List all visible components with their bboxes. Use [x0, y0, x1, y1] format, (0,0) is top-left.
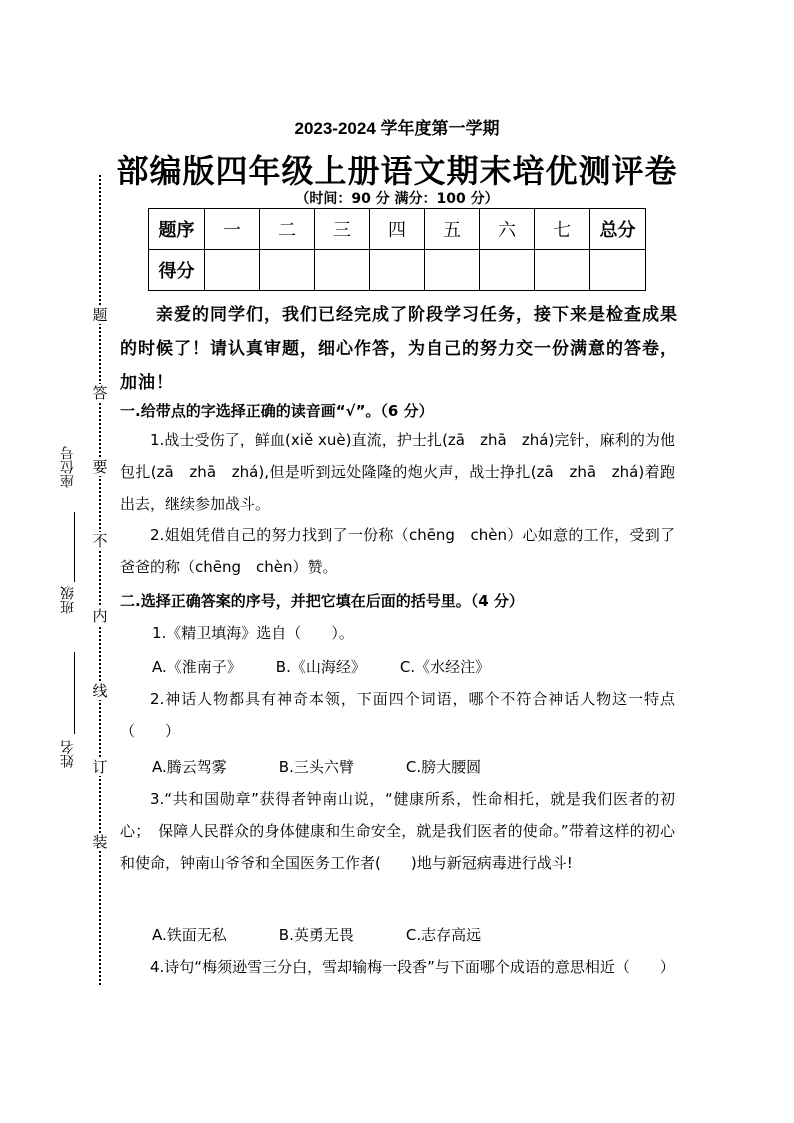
section-2-heading: 二.选择正确答案的序号，并把它填在后面的括号里。（4 分） [120, 592, 524, 610]
seat-number-label: 座位号 [60, 446, 76, 488]
score-cell[interactable] [425, 250, 480, 291]
score-table-header-row [149, 209, 646, 250]
score-col-2: 二 [260, 209, 315, 250]
binding-warning-char: 答 [92, 384, 108, 402]
binding-warning-char: 要 [92, 458, 108, 476]
section-2-question-3-options [152, 924, 515, 945]
exam-time-score: （时间：90 分 满分：100 分） [295, 191, 499, 207]
score-cell[interactable] [480, 250, 535, 291]
score-cell[interactable] [205, 250, 260, 291]
section-1-heading: 一.给带点的字选择正确的读音画“√”。（6 分） [120, 402, 434, 420]
section-2-question-2: 2.神话人物都具有神奇本领，下面四个词语，哪个不符合神话人物这一特点（ ） [120, 690, 675, 740]
score-cell[interactable] [260, 250, 315, 291]
option-a[interactable]: A.铁面无私 [152, 926, 227, 944]
score-cell[interactable] [590, 250, 646, 291]
binding-dotted-line [99, 175, 101, 985]
score-row-label: 得分 [149, 250, 205, 291]
score-col-3: 三 [315, 209, 370, 250]
section-1-question-1: 1.战士受伤了，鲜血(xiě xuè)直流，护士扎(zā zhā zhá)完针，麻利的为他包扎(zā zhā zhá),但是听到远处隆隆的炮火声，战士挣扎(zā zhā zhá)着跑出去，继续参加战斗。 [120, 431, 675, 513]
score-col-total: 总分 [590, 209, 646, 250]
section-1-question-2: 2.姐姐凭借自己的努力找到了一份称（chēng chèn）心如意的工作，受到了爸爸的称（chēng chèn）赞。 [120, 526, 675, 576]
class-underline[interactable] [74, 512, 75, 582]
option-a[interactable]: A.《淮南子》 [152, 658, 242, 676]
score-col-5: 五 [425, 209, 480, 250]
section-2-question-1: 1.《精卫填海》选自（ ）。 [152, 624, 354, 642]
score-cell[interactable] [315, 250, 370, 291]
section-2-question-1-options [152, 656, 524, 677]
school-year-heading: 2023-2024 学年度第一学期 [294, 119, 500, 138]
score-col-6: 六 [480, 209, 535, 250]
section-2-question-3: 3.“共和国勋章”获得者钟南山说，“健康所系，性命相托，就是我们医者的初心； 保障人民群众的身体健康和生命安全，就是我们医者的使命。”带着这样的初心和使命，钟南山爷爷和全国医务工作者( )地与新冠病毒进行战斗! [120, 790, 675, 872]
exam-title: 部编版四年级上册语文期末培优测评卷 [116, 152, 678, 190]
score-table [148, 208, 646, 291]
score-table-score-row [149, 250, 646, 291]
score-col-7: 七 [535, 209, 590, 250]
section-2-question-4: 4.诗句“梅须逊雪三分白，雪却输梅一段香”与下面哪个成语的意思相近（ ） [150, 958, 675, 976]
class-label: 班级 [60, 586, 76, 614]
binding-warning-char: 装 [92, 833, 108, 851]
score-cell[interactable] [535, 250, 590, 291]
binding-warning-char: 线 [92, 682, 108, 700]
option-b[interactable]: B.英勇无畏 [278, 926, 354, 944]
option-c[interactable]: C.《水经注》 [399, 658, 491, 676]
binding-warning-char: 题 [92, 306, 108, 324]
option-a[interactable]: A.腾云驾雾 [152, 758, 227, 776]
intro-paragraph: 亲爱的同学们，我们已经完成了阶段学习任务，接下来是检查成果的时候了！请认真审题，细心作答，为自己的努力交一份满意的答卷，加油！ [120, 305, 678, 393]
name-label: 姓名 [60, 740, 76, 768]
score-col-label: 题序 [149, 209, 205, 250]
score-col-4: 四 [370, 209, 425, 250]
binding-warning-char: 订 [92, 758, 108, 776]
option-b[interactable]: B.《山海经》 [275, 658, 366, 676]
binding-warning-char: 内 [92, 607, 108, 625]
section-2-question-2-options [152, 756, 515, 777]
option-c[interactable]: C.志存高远 [405, 926, 482, 944]
score-cell[interactable] [370, 250, 425, 291]
option-b[interactable]: B.三头六臂 [278, 758, 354, 776]
option-c[interactable]: C.膀大腰圆 [405, 758, 482, 776]
name-underline[interactable] [74, 652, 75, 734]
binding-warning-char: 不 [92, 532, 108, 550]
score-col-1: 一 [205, 209, 260, 250]
